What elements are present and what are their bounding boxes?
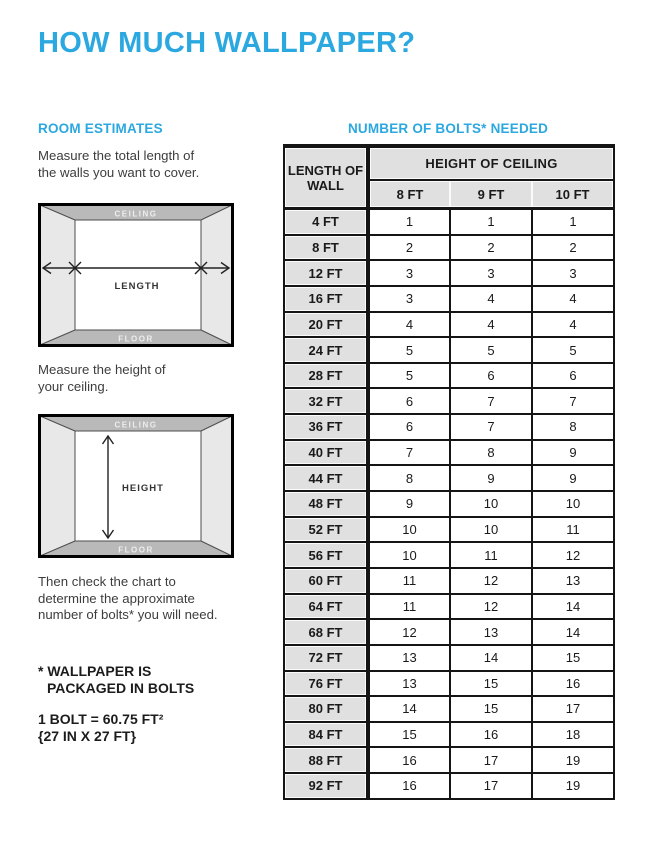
bolts-count-cell: 14	[532, 594, 614, 620]
back-wall-shape	[75, 220, 201, 330]
instruction-measure-height	[38, 362, 166, 395]
bolts-count-cell: 7	[368, 440, 450, 466]
table-row	[284, 465, 614, 491]
bolts-count-cell: 12	[450, 568, 532, 594]
bolts-count-cell: 18	[532, 722, 614, 748]
bolts-count-cell: 10	[450, 491, 532, 517]
table-row	[284, 260, 614, 286]
bolts-count-cell: 7	[450, 388, 532, 414]
bolts-table-body	[284, 209, 614, 799]
bolts-count-cell: 10	[450, 517, 532, 543]
wall-length-cell: 20 FT	[284, 312, 368, 338]
room-estimates-heading: ROOM ESTIMATES	[38, 121, 163, 136]
wall-length-cell: 76 FT	[284, 671, 368, 697]
table-row	[284, 388, 614, 414]
bolts-count-cell: 14	[368, 696, 450, 722]
footnote-line: * WALLPAPER IS	[38, 663, 152, 679]
bolts-count-cell: 12	[532, 542, 614, 568]
wall-length-cell: 32 FT	[284, 388, 368, 414]
wallpaper-bolts-footnote	[38, 663, 194, 696]
bolts-count-cell: 10	[368, 542, 450, 568]
bolts-count-cell: 8	[450, 440, 532, 466]
height-of-ceiling-header: HEIGHT OF CEILING	[368, 146, 614, 180]
bolts-count-cell: 11	[532, 517, 614, 543]
table-row	[284, 414, 614, 440]
wall-length-cell: 52 FT	[284, 517, 368, 543]
room-length-diagram	[38, 203, 234, 348]
footnote-line: PACKAGED IN BOLTS	[47, 679, 195, 696]
table-row	[284, 337, 614, 363]
bolts-count-cell: 16	[450, 722, 532, 748]
bolts-count-cell: 6	[450, 363, 532, 389]
bolts-count-cell: 6	[532, 363, 614, 389]
bolts-count-cell: 1	[450, 209, 532, 235]
floor-label: FLOOR	[118, 334, 154, 344]
bolts-count-cell: 4	[450, 312, 532, 338]
bolts-count-cell: 14	[450, 645, 532, 671]
wall-length-cell: 72 FT	[284, 645, 368, 671]
wall-length-cell: 40 FT	[284, 440, 368, 466]
table-row	[284, 542, 614, 568]
table-row	[284, 568, 614, 594]
instruction-line: your ceiling.	[38, 378, 109, 394]
bolts-count-cell: 15	[368, 722, 450, 748]
table-row	[284, 645, 614, 671]
wall-length-cell: 48 FT	[284, 491, 368, 517]
bolts-count-cell: 11	[450, 542, 532, 568]
length-of-wall-header	[284, 146, 368, 209]
wall-length-cell: 56 FT	[284, 542, 368, 568]
instruction-line: determine the approximate	[38, 590, 195, 606]
bolts-count-cell: 2	[532, 235, 614, 261]
bolts-count-cell: 17	[450, 747, 532, 773]
bolts-count-cell: 13	[368, 671, 450, 697]
table-row	[284, 671, 614, 697]
table-row	[284, 440, 614, 466]
ceiling-label: CEILING	[114, 420, 158, 430]
bolts-count-cell: 16	[368, 773, 450, 799]
wall-length-cell: 92 FT	[284, 773, 368, 799]
bolts-count-cell: 10	[532, 491, 614, 517]
height-label: HEIGHT	[122, 483, 164, 494]
instruction-line: number of bolts* you will need.	[38, 607, 218, 622]
bolts-count-cell: 10	[368, 517, 450, 543]
table-row	[284, 722, 614, 748]
bolts-needed-heading: NUMBER OF BOLTS* NEEDED	[347, 121, 549, 136]
bolts-count-cell: 13	[532, 568, 614, 594]
bolts-count-cell: 7	[532, 388, 614, 414]
bolts-count-cell: 2	[450, 235, 532, 261]
bolts-count-cell: 19	[532, 747, 614, 773]
table-row	[284, 491, 614, 517]
table-row	[284, 619, 614, 645]
bolts-count-cell: 6	[368, 414, 450, 440]
bolts-count-cell: 14	[532, 619, 614, 645]
bolt-size-line: {27 IN X 27 FT}	[38, 727, 137, 744]
table-row	[284, 594, 614, 620]
wall-length-cell: 60 FT	[284, 568, 368, 594]
bolt-size-line: 1 BOLT = 60.75 FT²	[38, 711, 164, 727]
wall-length-cell: 36 FT	[284, 414, 368, 440]
bolts-count-cell: 3	[450, 260, 532, 286]
bolts-count-cell: 17	[532, 696, 614, 722]
length-label: LENGTH	[114, 281, 160, 292]
column-header-9ft: 9 FT	[450, 180, 532, 209]
ceiling-label: CEILING	[114, 209, 158, 219]
header-line: OF WALL	[307, 162, 364, 193]
wall-length-cell: 4 FT	[284, 209, 368, 235]
instruction-measure-length	[38, 148, 199, 181]
bolts-table	[283, 144, 615, 800]
bolts-count-cell: 17	[450, 773, 532, 799]
instruction-check-chart	[38, 574, 218, 624]
column-header-8ft: 8 FT	[368, 180, 450, 209]
bolts-count-cell: 4	[532, 312, 614, 338]
bolts-count-cell: 15	[450, 696, 532, 722]
floor-label: FLOOR	[118, 545, 154, 555]
bolts-count-cell: 13	[450, 619, 532, 645]
table-row	[284, 747, 614, 773]
bolts-count-cell: 9	[368, 491, 450, 517]
wall-length-cell: 68 FT	[284, 619, 368, 645]
bolts-count-cell: 9	[532, 465, 614, 491]
bolts-count-cell: 12	[368, 619, 450, 645]
bolts-count-cell: 5	[368, 363, 450, 389]
bolts-count-cell: 16	[368, 747, 450, 773]
table-row	[284, 696, 614, 722]
instruction-line: Measure the height of	[38, 362, 166, 377]
bolt-size-note	[38, 711, 163, 744]
wall-length-cell: 12 FT	[284, 260, 368, 286]
room-height-diagram	[38, 414, 234, 559]
bolts-count-cell: 8	[532, 414, 614, 440]
bolts-count-cell: 15	[450, 671, 532, 697]
bolts-count-cell: 5	[532, 337, 614, 363]
bolts-count-cell: 13	[368, 645, 450, 671]
wall-length-cell: 88 FT	[284, 747, 368, 773]
bolts-count-cell: 11	[368, 594, 450, 620]
table-row	[284, 517, 614, 543]
bolts-count-cell: 7	[450, 414, 532, 440]
wall-length-cell: 28 FT	[284, 363, 368, 389]
bolts-count-cell: 9	[532, 440, 614, 466]
bolts-count-cell: 1	[368, 209, 450, 235]
bolts-count-cell: 11	[368, 568, 450, 594]
bolts-count-cell: 3	[532, 260, 614, 286]
page-title: HOW MUCH WALLPAPER?	[38, 27, 416, 59]
bolts-count-cell: 4	[450, 286, 532, 312]
table-row	[284, 363, 614, 389]
bolts-count-cell: 9	[450, 465, 532, 491]
table-row	[284, 286, 614, 312]
bolts-count-cell: 4	[368, 312, 450, 338]
wall-length-cell: 16 FT	[284, 286, 368, 312]
wall-length-cell: 44 FT	[284, 465, 368, 491]
bolts-count-cell: 6	[368, 388, 450, 414]
bolts-count-cell: 3	[368, 286, 450, 312]
bolts-count-cell: 1	[532, 209, 614, 235]
bolts-count-cell: 2	[368, 235, 450, 261]
table-row	[284, 773, 614, 799]
table-row	[284, 312, 614, 338]
bolts-count-cell: 12	[450, 594, 532, 620]
wall-length-cell: 64 FT	[284, 594, 368, 620]
wall-length-cell: 24 FT	[284, 337, 368, 363]
bolts-count-cell: 19	[532, 773, 614, 799]
table-row	[284, 209, 614, 235]
table-row	[284, 235, 614, 261]
wall-length-cell: 8 FT	[284, 235, 368, 261]
wall-length-cell: 84 FT	[284, 722, 368, 748]
bolts-count-cell: 15	[532, 645, 614, 671]
bolts-count-cell: 8	[368, 465, 450, 491]
header-line: LENGTH	[287, 162, 342, 178]
wall-length-cell: 80 FT	[284, 696, 368, 722]
column-header-10ft: 10 FT	[532, 180, 614, 209]
instruction-line: the walls you want to cover.	[38, 164, 200, 180]
bolts-count-cell: 3	[368, 260, 450, 286]
bolts-count-cell: 16	[532, 671, 614, 697]
bolts-count-cell: 5	[368, 337, 450, 363]
instruction-line: Measure the total length of	[38, 148, 195, 163]
bolts-table-header	[284, 146, 614, 209]
bolts-count-cell: 4	[532, 286, 614, 312]
instruction-line: Then check the chart to	[38, 574, 176, 589]
bolts-count-cell: 5	[450, 337, 532, 363]
